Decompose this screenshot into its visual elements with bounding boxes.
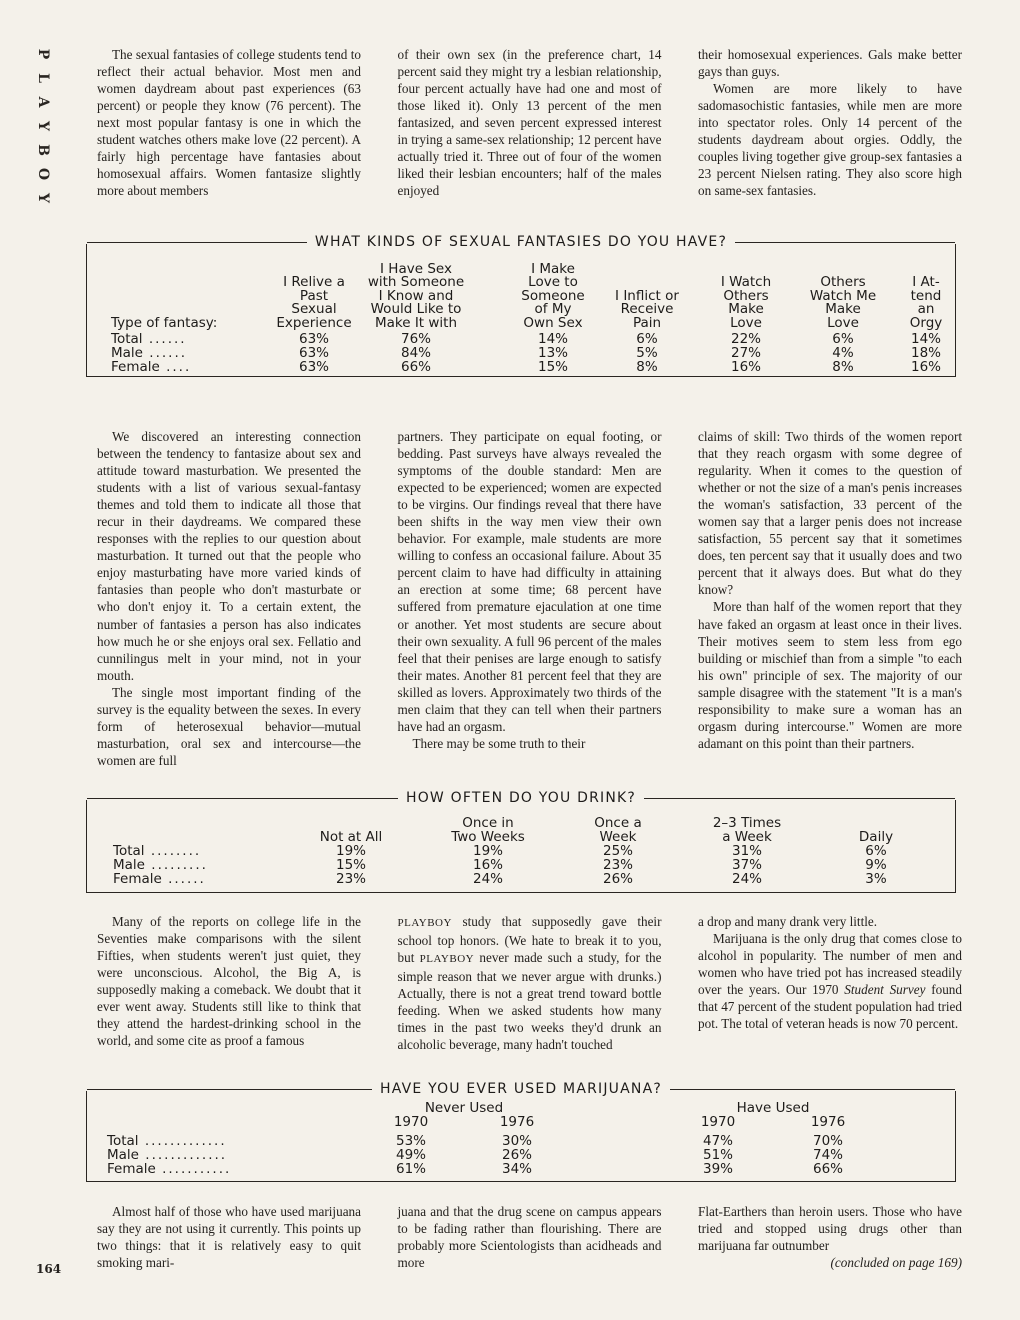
table-cell: 23% [602, 857, 633, 873]
column-header: Daily [858, 829, 894, 845]
row-label-text: Female [107, 1161, 156, 1177]
table-title: HAVE YOU EVER USED MARIJUANA? [380, 1081, 662, 1097]
leader-dots: ...... [161, 871, 206, 887]
table-title-bar [87, 233, 955, 251]
text-column-1 [97, 428, 361, 769]
table-cell: 84% [400, 345, 431, 361]
table-cell: 8% [832, 359, 854, 375]
table-cell: 24% [731, 871, 762, 887]
column-header: Not at All [319, 829, 383, 845]
logo-letter: Y [35, 193, 51, 203]
column-header: Orgy [909, 315, 943, 331]
paragraph [698, 930, 962, 1032]
row-label-text: Male [113, 857, 145, 873]
logo-letter: O [35, 167, 51, 181]
table-cell: 25% [602, 843, 633, 859]
logo-letter: L [35, 73, 51, 83]
leader-dots: ............. [138, 1133, 227, 1149]
page-number: 164 [36, 1262, 62, 1276]
row-label [111, 361, 191, 375]
column-header: Own Sex [523, 315, 583, 331]
table-cell: 53% [395, 1133, 426, 1149]
column-header: tend [910, 287, 942, 304]
column-header: Week [599, 829, 637, 845]
row-label [107, 1163, 231, 1177]
group-header: Never Used [424, 1100, 504, 1116]
text-column-2 [398, 1203, 662, 1271]
column-header: I Know and [378, 287, 454, 304]
column-header: Once in [462, 815, 514, 831]
column-header: Others [723, 287, 769, 304]
table-cell: 31% [731, 843, 762, 859]
table-cell: 8% [636, 359, 658, 375]
table-cell: 19% [472, 843, 503, 859]
year-header: 1970 [700, 1114, 736, 1130]
row-label-text: Female [111, 359, 160, 375]
table-cell: 16% [910, 359, 941, 375]
row-label-text: Male [111, 345, 143, 361]
year-header: 1976 [810, 1114, 846, 1130]
paragraph: The sexual fantasies of college students tend to reflect their actual behavior. Most men and women daydream about past experiences (63 percent) or people they know (76 percent). The next most popular fantasy is one in which the student watches others make love (22 percent). A fairly high percentage have fantasies about homosexual affairs. Women fantasize slightly more about members [97, 47, 361, 199]
table-cell: 18% [910, 345, 941, 361]
text-column-3 [698, 913, 962, 1053]
column-header: Two Weeks [451, 829, 525, 845]
table-cell: 13% [537, 345, 568, 361]
row-label [113, 873, 206, 887]
logo-letter: B [35, 144, 51, 156]
table-cell: 47% [702, 1133, 733, 1149]
paragraph: Almost half of those who have used marijuana say they are not using it currently. This points up two things: that it is relatively easy to quit smoking mari- [97, 1204, 361, 1271]
text-run: study that supposedly gave their school top honors. (We hate to break it to you, but [397, 914, 662, 966]
intro-text-block [97, 46, 962, 199]
text-column-1 [97, 46, 361, 199]
row-label-text: Total [107, 1133, 139, 1149]
leader-dots: ...... [142, 331, 187, 347]
magazine-logo [32, 42, 54, 210]
paragraph: their homosexual experiences. Gals make better gays than guys. [698, 47, 962, 80]
column-header: 2–3 Times [712, 815, 782, 831]
column-header: a Week [722, 829, 772, 845]
marijuana-table [86, 1081, 956, 1182]
table-cell: 37% [731, 857, 762, 873]
table-cell: 70% [812, 1133, 843, 1149]
table-cell: 63% [298, 331, 329, 347]
column-header: an [917, 301, 935, 318]
column-header: Love [827, 315, 859, 331]
findings-text-block [97, 428, 962, 769]
paragraph: of their own sex (in the preference chart, 14 percent said they might try a lesbian relationship, four percent actually have had one and most of those liked it). Only 13 percent of the men fantasized, and seven percent expressed interest in trying a same-sex relationship; 12 percent have actually tried it. Three out of four of the women liked their lesbian encounters; half of the males enjoyed [397, 47, 662, 199]
paragraph: partners. They participate on equal footing, or bedding. Past surveys have always revealed the symptoms of the double standard: Men are expected to be experienced; women are expected to be virgins. Our findings reveal that there have been shifts in the way men view their own behavior. For example, male students are more willing to confess an occasional failure. About 35 percent claim to have had difficulty in attaining an erection at some time; 68 percent have suffered from premature ejaculation at one time or another. Yet most students are secure about their own sexuality. A full 96 percent of the males feel that their penises are large enough to satisfy their mates. Another 81 percent feel that they are skilled as lovers. Approximately two thirds of the men claim that they can tell when their partners have had an orgasm. [397, 429, 662, 734]
italic-title: Student Survey [844, 982, 926, 998]
alcohol-text-block [97, 913, 962, 1053]
row-label-text: Total [111, 331, 143, 347]
paragraph: There may be some truth to their [412, 735, 586, 751]
row-label-text: Male [107, 1147, 139, 1163]
drinking-table [86, 790, 956, 893]
paragraph: Flat-Earthers than heroin users. Those who have tried and stopped using drugs other than marijuana far outnumber [698, 1204, 962, 1254]
row-label-text: Total [113, 843, 145, 859]
text-run: Marijuana is the only drug that comes close to alcohol in popularity. The number of men and women who have tried pot has increased steadily over the years. Our 1970 [698, 931, 962, 998]
table-cell: 61% [395, 1161, 426, 1177]
text-run: never made such a study, for the simple reason that we never argue with drunks.) Actually, there is not a great trend toward bottle feeding. When we asked students how many times in the past two weeks they'd drunk an alcoholic beverage, many hadn't touched [397, 950, 662, 1053]
table-cell: 16% [730, 359, 761, 375]
table-cell: 16% [472, 857, 503, 873]
text-column-1 [97, 1203, 361, 1271]
table-cell: 76% [400, 331, 431, 347]
text-column-2 [398, 46, 662, 199]
column-header: Make [825, 301, 861, 318]
text-column-2 [398, 428, 662, 769]
text-column-2 [398, 913, 662, 1053]
column-header: I At- [912, 274, 940, 291]
table-cell: 6% [636, 331, 658, 347]
paragraph: The single most important finding of the survey is the equality between the sexes. In every form of heterosexual behavior—mutual masturbation, oral sex and intercourse—the women are full [97, 684, 361, 768]
continued-note: (concluded on page 169) [830, 1255, 962, 1271]
column-header: Would Like to [370, 301, 462, 318]
column-header: I Make [531, 260, 575, 277]
table-cell: 9% [865, 857, 887, 873]
closing-text-block [97, 1203, 962, 1271]
table-cell: 6% [832, 331, 854, 347]
column-header: Make [728, 301, 764, 318]
column-header: Watch Me [809, 287, 877, 304]
table-title-bar [87, 789, 955, 807]
logo-letter: A [35, 96, 51, 108]
table-cell: 6% [865, 843, 887, 859]
table-cell: 26% [602, 871, 633, 887]
table-cell: 22% [730, 331, 761, 347]
leader-dots: ........... [155, 1161, 232, 1177]
table-cell: 49% [395, 1147, 426, 1163]
table-cell: 4% [832, 345, 854, 361]
column-header: I Watch [720, 274, 772, 291]
table-cell: 34% [501, 1161, 532, 1177]
table-cell: 14% [537, 331, 568, 347]
column-header: Past [299, 287, 329, 304]
leader-dots: ............. [138, 1147, 228, 1163]
table-cell: 63% [298, 359, 329, 375]
paragraph: More than half of the women report that they have faked an orgasm at least once in their lives. Their motives seem to stem less from ego building or mischief than from a simple "to each his own" principle of sex. The majority of our sample disagree with the statement "It is a man's responsibility to make sure a woman has an orgasm during intercourse." Women are more adamant on this point than their partners. [698, 599, 962, 751]
column-header: Others [820, 274, 866, 291]
table-cell: 15% [335, 857, 366, 873]
paragraph [398, 913, 662, 1053]
column-header: Love [730, 315, 762, 331]
table-cell: 39% [702, 1161, 733, 1177]
table-cell: 66% [812, 1161, 843, 1177]
column-header: I Inflict or [615, 287, 679, 304]
table-cell: 30% [501, 1133, 532, 1149]
column-header: Someone [521, 287, 585, 304]
table-cell: 66% [400, 359, 431, 375]
paragraph: Women are more likely to have sadomasochistic fantasies, while men are more into spectator roles. Only 14 percent of the students daydream about orgies. Oddly, the couples living together give group-sex fantasies a 23 percent Nielsen rating. They also score high on same-sex fantasies. [698, 81, 962, 199]
playboy-small-caps: PLAYBOY [419, 953, 475, 966]
column-header: I Relive a [283, 274, 345, 291]
table-cell: 15% [537, 359, 568, 375]
text-run: found that 47 percent of the student population had tried pot. The total of veteran heads is now 70 percent. [698, 982, 962, 1032]
logo-letter: Y [35, 121, 51, 131]
paragraph: juana and that the drug scene on campus appears to be fading rather than flourishing. There are probably more Scientologists than acidheads and more [397, 1204, 662, 1271]
column-header: Once a [594, 815, 642, 831]
table-cell: 5% [636, 345, 658, 361]
table-cell: 19% [335, 843, 366, 859]
leader-dots: ........ [144, 843, 202, 859]
group-header: Have Used [736, 1100, 810, 1116]
table-cell: 3% [865, 871, 887, 887]
table-cell: 74% [812, 1147, 843, 1163]
column-header: of My [534, 301, 572, 318]
column-header: with Someone [367, 274, 465, 291]
paragraph: a drop and many drank very little. [698, 914, 878, 929]
leader-dots: ......... [144, 857, 208, 873]
column-header: Receive [620, 301, 674, 318]
table-cell: 51% [702, 1147, 733, 1163]
table-cell: 14% [910, 331, 941, 347]
table-cell: 27% [730, 345, 761, 361]
column-header: I Have Sex [380, 260, 452, 277]
table-title-bar [87, 1080, 955, 1098]
text-column-3 [698, 1203, 962, 1271]
paragraph: Many of the reports on college life in the Seventies make comparisons with the silent Fifties, when students weren't just quiet, they were unconscious. Alcohol, the Big A, is supposedly making a comeback. We doubt that it ever went away. Students still like to think that they attend the hardest-drinking school in the world, and some cite as proof a famous [97, 914, 361, 1049]
year-header: 1976 [499, 1114, 535, 1130]
playboy-small-caps: PLAYBOY [397, 917, 452, 929]
table-cell: 26% [501, 1147, 532, 1163]
row-label-text: Female [113, 871, 162, 887]
fantasies-table [86, 234, 956, 377]
text-column-3 [698, 46, 962, 199]
paragraph: claims of skill: Two thirds of the women report that they reach orgasm with some degree of regularity. When it comes to the question of whether or not the size of a man's penis increases the woman's satisfaction, 33 percent of the women say that a larger penis does not increase satisfaction, 55 percent say that it sometimes does, ten percent say that it usually does and two percent that it always does. But what do they know? [698, 429, 962, 598]
paragraph: We discovered an interesting connection between the tendency to fantasize about sex and attitude toward masturbation. We presented the students with a list of various sexual-fantasy themes and told them to indicate all those that recur in their daydreams. We compared these responses with the replies to our question about masturbation. It turned out that the people who enjoy masturbating have more varied kinds of fantasies than people who don't masturbate or who don't enjoy it. To a certain extent, the number of fantasies a person has also indicates how much he or she enjoys oral sex. Fellatio and cunnilingus melt in your mind, not in your mouth. [97, 429, 361, 683]
column-header: Make It with [374, 315, 458, 331]
leader-dots: .... [159, 359, 192, 375]
table-cell: 23% [335, 871, 366, 887]
column-header: Pain [632, 315, 662, 331]
table-cell: 63% [298, 345, 329, 361]
leader-dots: ...... [142, 345, 188, 361]
text-column-3 [698, 428, 962, 769]
table-title: WHAT KINDS OF SEXUAL FANTASIES DO YOU HAVE? [314, 234, 728, 250]
table-cell: 24% [472, 871, 503, 887]
column-header: Experience [276, 315, 352, 331]
column-header: Love to [528, 274, 578, 291]
table-title: HOW OFTEN DO YOU DRINK? [405, 790, 637, 806]
logo-letter: P [35, 48, 51, 60]
text-column-1 [97, 913, 361, 1053]
year-header: 1970 [393, 1114, 429, 1130]
row-header: Type of fantasy: [111, 315, 218, 331]
column-header: Sexual [291, 301, 337, 318]
